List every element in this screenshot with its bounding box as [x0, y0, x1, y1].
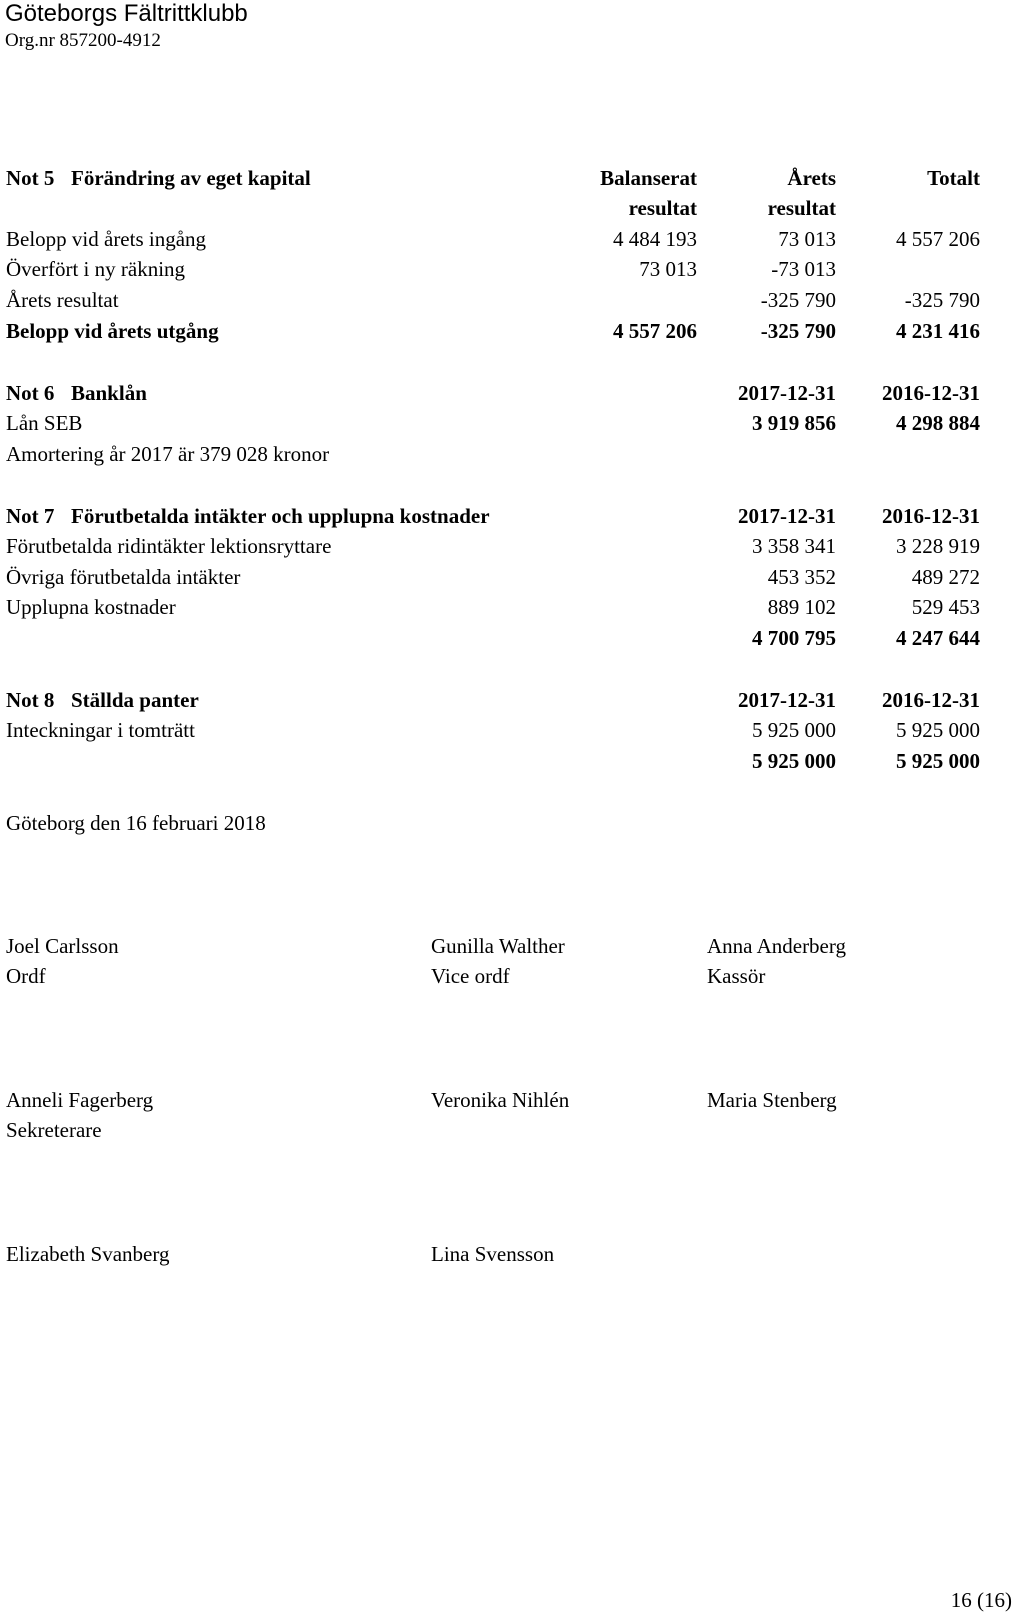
row-label: Årets resultat [6, 288, 119, 312]
row-value: 4 231 416 [896, 319, 980, 343]
table-row-total [0, 623, 1024, 653]
signatory-role: Vice ordf [431, 964, 510, 988]
row-value: 5 925 000 [896, 718, 980, 742]
note-6-header-row [0, 378, 1024, 408]
note-6-col-2017: 2017-12-31 [738, 381, 836, 405]
table-row [0, 531, 1024, 561]
signature-block [431, 931, 565, 991]
table-row [0, 408, 1024, 438]
row-label: Förutbetalda ridintäkter lektionsryttare [6, 534, 332, 558]
note-6-title: Banklån [71, 381, 147, 405]
signatory-role: Ordf [6, 964, 46, 988]
place-date: Göteborg den 16 februari 2018 [6, 811, 266, 835]
note-7-col-2017: 2017-12-31 [738, 504, 836, 528]
row-label: Amortering år 2017 är 379 028 kronor [6, 442, 330, 466]
note-5-col-balanserat: Balanserat [600, 166, 697, 190]
note-6-col-2016: 2016-12-31 [882, 381, 980, 405]
table-row [0, 715, 1024, 745]
table-row-total [0, 746, 1024, 776]
note-8-header-row [0, 685, 1024, 715]
row-value: 73 013 [639, 257, 697, 281]
row-value: -73 013 [771, 257, 836, 281]
note-5-col-balanserat-sub: resultat [628, 196, 697, 220]
row-value: 4 484 193 [613, 227, 697, 251]
table-row [0, 439, 1024, 469]
signatory-name: Anna Anderberg [707, 934, 846, 958]
place-date-row [0, 808, 1024, 838]
row-label: Övriga förutbetalda intäkter [6, 565, 241, 589]
row-value: 73 013 [778, 227, 836, 251]
table-row-total [0, 316, 1024, 346]
note-8-col-2016: 2016-12-31 [882, 688, 980, 712]
note-7-col-2016: 2016-12-31 [882, 504, 980, 528]
row-label: Belopp vid årets utgång [6, 319, 219, 343]
table-row [0, 592, 1024, 622]
organization-number: Org.nr 857200-4912 [5, 30, 161, 51]
table-row [0, 224, 1024, 254]
note-5-col-arets-sub: resultat [767, 196, 836, 220]
note-5-col-arets: Årets [787, 166, 836, 190]
signatory-name: Elizabeth Svanberg [6, 1242, 170, 1266]
row-label: Inteckningar i tomträtt [6, 718, 195, 742]
organization-name: Göteborgs Fältrittklubb [5, 0, 248, 27]
signature-block [6, 1085, 153, 1145]
note-8-title: Ställda panter [71, 688, 199, 712]
row-value: 4 298 884 [896, 411, 980, 435]
note-7-title: Förutbetalda intäkter och upplupna kostnader [71, 504, 490, 528]
row-value: -325 790 [760, 319, 836, 343]
row-value: 5 925 000 [752, 718, 836, 742]
row-total-value: 4 247 644 [896, 626, 980, 650]
signatory-name: Joel Carlsson [6, 934, 119, 958]
signature-block [431, 1239, 554, 1269]
page-number: 16 (16) [950, 1588, 1012, 1612]
note-5-header-row [0, 163, 1024, 193]
row-value: -325 790 [904, 288, 980, 312]
table-row [0, 254, 1024, 284]
note-7-number: Not 7 [6, 504, 55, 528]
signature-block [6, 1239, 169, 1269]
row-value: 3 919 856 [752, 411, 836, 435]
table-row [0, 285, 1024, 315]
row-value: 489 272 [911, 565, 980, 589]
row-value: 453 352 [767, 565, 836, 589]
note-5-number: Not 5 [6, 166, 55, 190]
signatory-name: Gunilla Walther [431, 934, 565, 958]
note-5-header-row-2 [0, 193, 1024, 223]
signatory-role: Sekreterare [6, 1118, 102, 1142]
signatory-name: Maria Stenberg [707, 1088, 837, 1112]
row-label: Överfört i ny räkning [6, 257, 186, 281]
row-total-value: 5 925 000 [896, 749, 980, 773]
signatory-role: Kassör [707, 964, 766, 988]
row-total-value: 4 700 795 [752, 626, 836, 650]
signature-block [707, 931, 846, 991]
row-total-value: 5 925 000 [752, 749, 836, 773]
row-label: Lån SEB [6, 411, 83, 435]
row-value: 3 228 919 [896, 534, 980, 558]
signatory-name: Lina Svensson [431, 1242, 555, 1266]
row-value: 4 557 206 [613, 319, 697, 343]
row-value: 4 557 206 [896, 227, 980, 251]
signature-block [707, 1085, 837, 1115]
row-value: 889 102 [767, 595, 836, 619]
signatory-name: Anneli Fagerberg [6, 1088, 154, 1112]
note-8-col-2017: 2017-12-31 [738, 688, 836, 712]
row-label: Upplupna kostnader [6, 595, 176, 619]
signatory-name: Veronika Nihlén [431, 1088, 570, 1112]
row-value: -325 790 [760, 288, 836, 312]
table-row [0, 562, 1024, 592]
note-5-title: Förändring av eget kapital [71, 166, 311, 190]
signature-block [431, 1085, 569, 1115]
note-6-number: Not 6 [6, 381, 55, 405]
note-7-header-row [0, 501, 1024, 531]
row-value: 3 358 341 [752, 534, 836, 558]
note-8-number: Not 8 [6, 688, 55, 712]
row-label: Belopp vid årets ingång [6, 227, 207, 251]
signature-block [6, 931, 119, 991]
row-value: 529 453 [911, 595, 980, 619]
note-5-col-totalt: Totalt [927, 166, 980, 190]
